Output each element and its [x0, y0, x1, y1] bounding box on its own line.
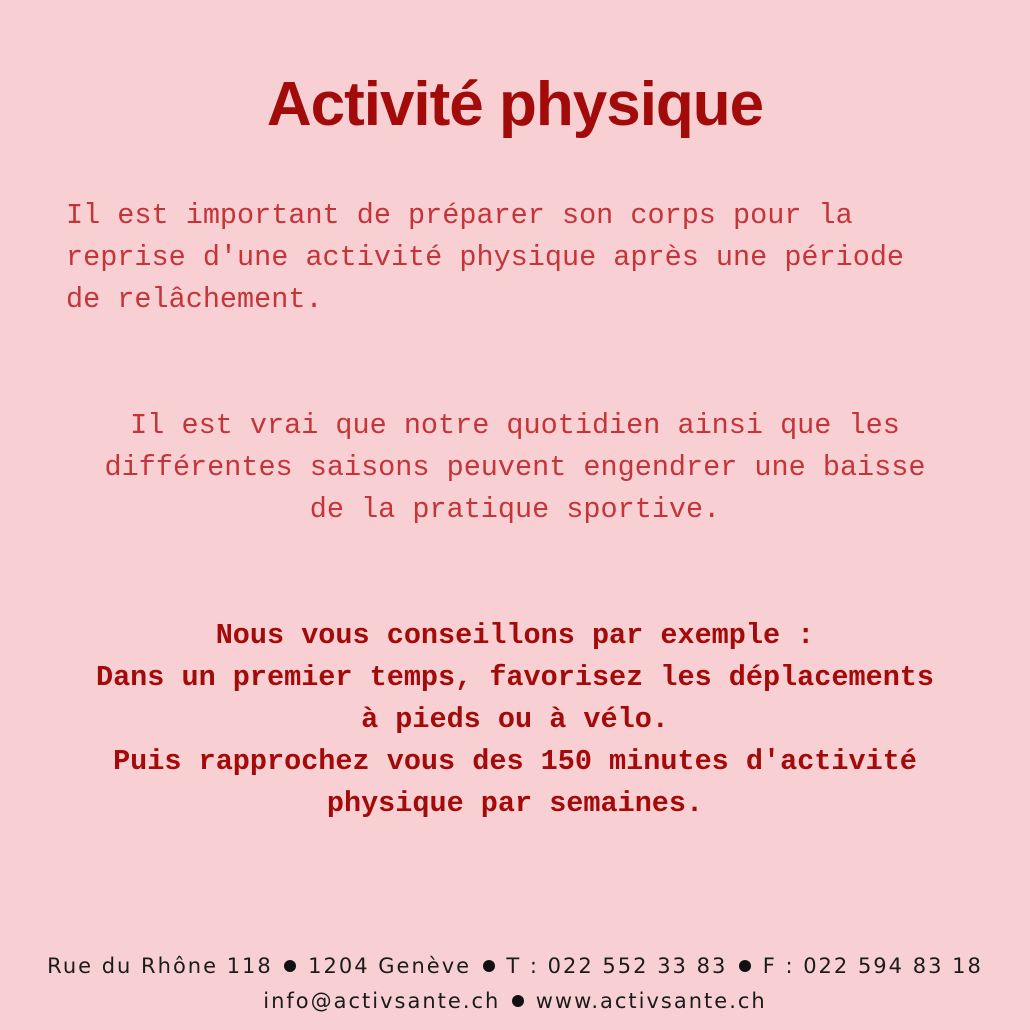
footer-web-line: [0, 989, 1030, 1013]
intro-paragraph: [66, 195, 904, 321]
bullet-dot-icon: [284, 960, 296, 972]
footer-email-link[interactable]: info@activsante.ch: [263, 989, 501, 1013]
footer-city: 1204 Genève: [308, 954, 472, 978]
bullet-dot-icon: [483, 960, 495, 972]
bullet-dot-icon: [739, 960, 751, 972]
page-title: Activité physique: [266, 70, 764, 139]
context-paragraph: [0, 405, 1030, 531]
intro-line: Il est important de préparer son corps pour la: [66, 199, 853, 232]
intro-line: de relâchement.: [66, 283, 323, 316]
footer-phone: T : 022 552 33 83: [506, 954, 728, 978]
bullet-dot-icon: [512, 995, 524, 1007]
footer-address: Rue du Rhône 118: [47, 954, 273, 978]
footer-contact-line: [0, 954, 1030, 978]
context-line: de la pratique sportive.: [309, 493, 721, 526]
advice-line: à pieds ou à vélo.: [361, 703, 669, 736]
advice-line: Dans un premier temps, favorisez les déplacements: [95, 661, 935, 694]
advice-line: physique par semaines.: [326, 787, 704, 820]
context-line: Il est vrai que notre quotidien ainsi que les: [130, 409, 900, 442]
footer-website-link[interactable]: www.activsante.ch: [535, 989, 767, 1013]
context-line: différentes saisons peuvent engendrer une baisse: [104, 451, 926, 484]
footer-fax: F : 022 594 83 18: [762, 954, 983, 978]
advice-line: Nous vous conseillons par exemple :: [215, 619, 815, 652]
intro-line: reprise d'une activité physique après une période: [66, 241, 905, 274]
advice-line: Puis rapprochez vous des 150 minutes d'activité: [113, 745, 917, 778]
advice-paragraph: [0, 615, 1030, 825]
